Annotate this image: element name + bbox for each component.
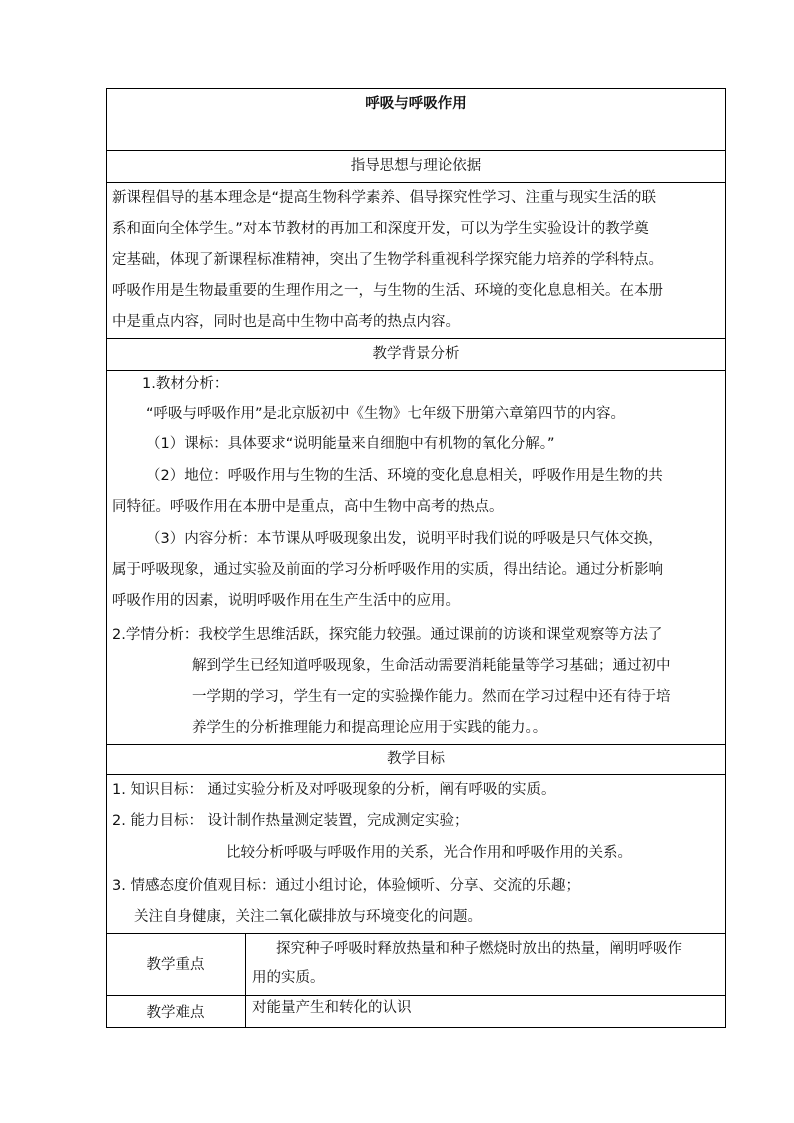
paragraph-line: 定基础，体现了新课程标准精神，突出了生物学科重视科学探究能力培养的学科特点。 [112, 252, 663, 268]
paragraph-line: 系和面向全体学生。”对本节教材的再加工和深度开发，可以为学生实验设计的教学奠 [112, 221, 649, 237]
paragraph-line: 呼吸作用是生物最重要的生理作用之一，与生物的生活、环境的变化息息相关。在本册 [112, 283, 663, 299]
paragraph-line: 属于呼吸现象，通过实验及前面的学习分析呼吸作用的实质，得出结论。通过分析影响 [112, 562, 663, 578]
section-heading-background: 教学背景分析 [372, 346, 460, 362]
table-border-left [106, 88, 107, 1028]
objective-line: 3. 情感态度价值观目标：通过小组讨论，体验倾听、分享、交流的乐趣； [112, 878, 580, 894]
paragraph-line: 一学期的学习，学生有一定的实验操作能力。然而在学习过程中还有待于培 [192, 689, 671, 705]
objective-line: 比较分析呼吸与呼吸作用的关系，光合作用和呼吸作用的关系。 [226, 845, 632, 861]
table-border-right [725, 88, 726, 1028]
paragraph-line: （1）课标：具体要求“说明能量来自细胞中有机物的氧化分解。” [146, 436, 555, 452]
objective-line: 关注自身健康，关注二氧化碳排放与环境变化的问题。 [134, 909, 482, 925]
key-points-text: 探究种子呼吸时释放热量和种子燃烧时放出的热量，阐明呼吸作 [276, 941, 682, 957]
key-points-label: 教学重点 [146, 957, 205, 973]
difficult-points-label: 教学难点 [146, 1005, 205, 1021]
paragraph-line: 解到学生已经知道呼吸现象，生命活动需要消耗能量等学习基础；通过初中 [192, 658, 671, 674]
column-divider [245, 933, 246, 1028]
row-divider [106, 995, 726, 996]
key-points-text: 用的实质。 [252, 970, 325, 986]
page-title: 呼吸与呼吸作用 [365, 96, 467, 112]
paragraph-line: 2.学情分析：我校学生思维活跃，探究能力较强。通过课前的访谈和课堂观察等方法了 [112, 627, 663, 643]
paragraph-line: 中是重点内容，同时也是高中生物中高考的热点内容。 [112, 314, 460, 330]
paragraph-line: 新课程倡导的基本理念是“提高生物科学素养、倡导探究性学习、注重与现实生活的联 [112, 190, 657, 206]
objective-line: 2. 能力目标： 设计制作热量测定装置，完成测定实验； [112, 813, 469, 829]
paragraph-line: 养学生的分析推理能力和提高理论应用于实践的能力。。 [192, 720, 548, 736]
section-heading-objectives: 教学目标 [387, 751, 445, 767]
paragraph-line: （3）内容分析：本节课从呼吸现象出发，说明平时我们说的呼吸是只气体交换， [146, 531, 663, 547]
paragraph-line: （2）地位：呼吸作用与生物的生活、环境的变化息息相关，呼吸作用是生物的共 [146, 468, 663, 484]
paragraph-line: 呼吸作用的因素，说明呼吸作用在生产生活中的应用。 [112, 593, 460, 609]
section-heading-guiding-ideas: 指导思想与理论依据 [350, 158, 482, 174]
objective-line: 1. 知识目标： 通过实验分析及对呼吸现象的分析，阐有呼吸的实质。 [112, 782, 556, 798]
paragraph-line: 同特征。呼吸作用在本册中是重点，高中生物中高考的热点。 [112, 499, 504, 515]
paragraph-line: “呼吸与呼吸作用”是北京版初中《生物》七年级下册第六章第四节的内容。 [146, 406, 626, 422]
paragraph-line: 1.教材分析： [142, 376, 229, 392]
difficult-points-text: 对能量产生和转化的认识 [252, 1000, 412, 1016]
